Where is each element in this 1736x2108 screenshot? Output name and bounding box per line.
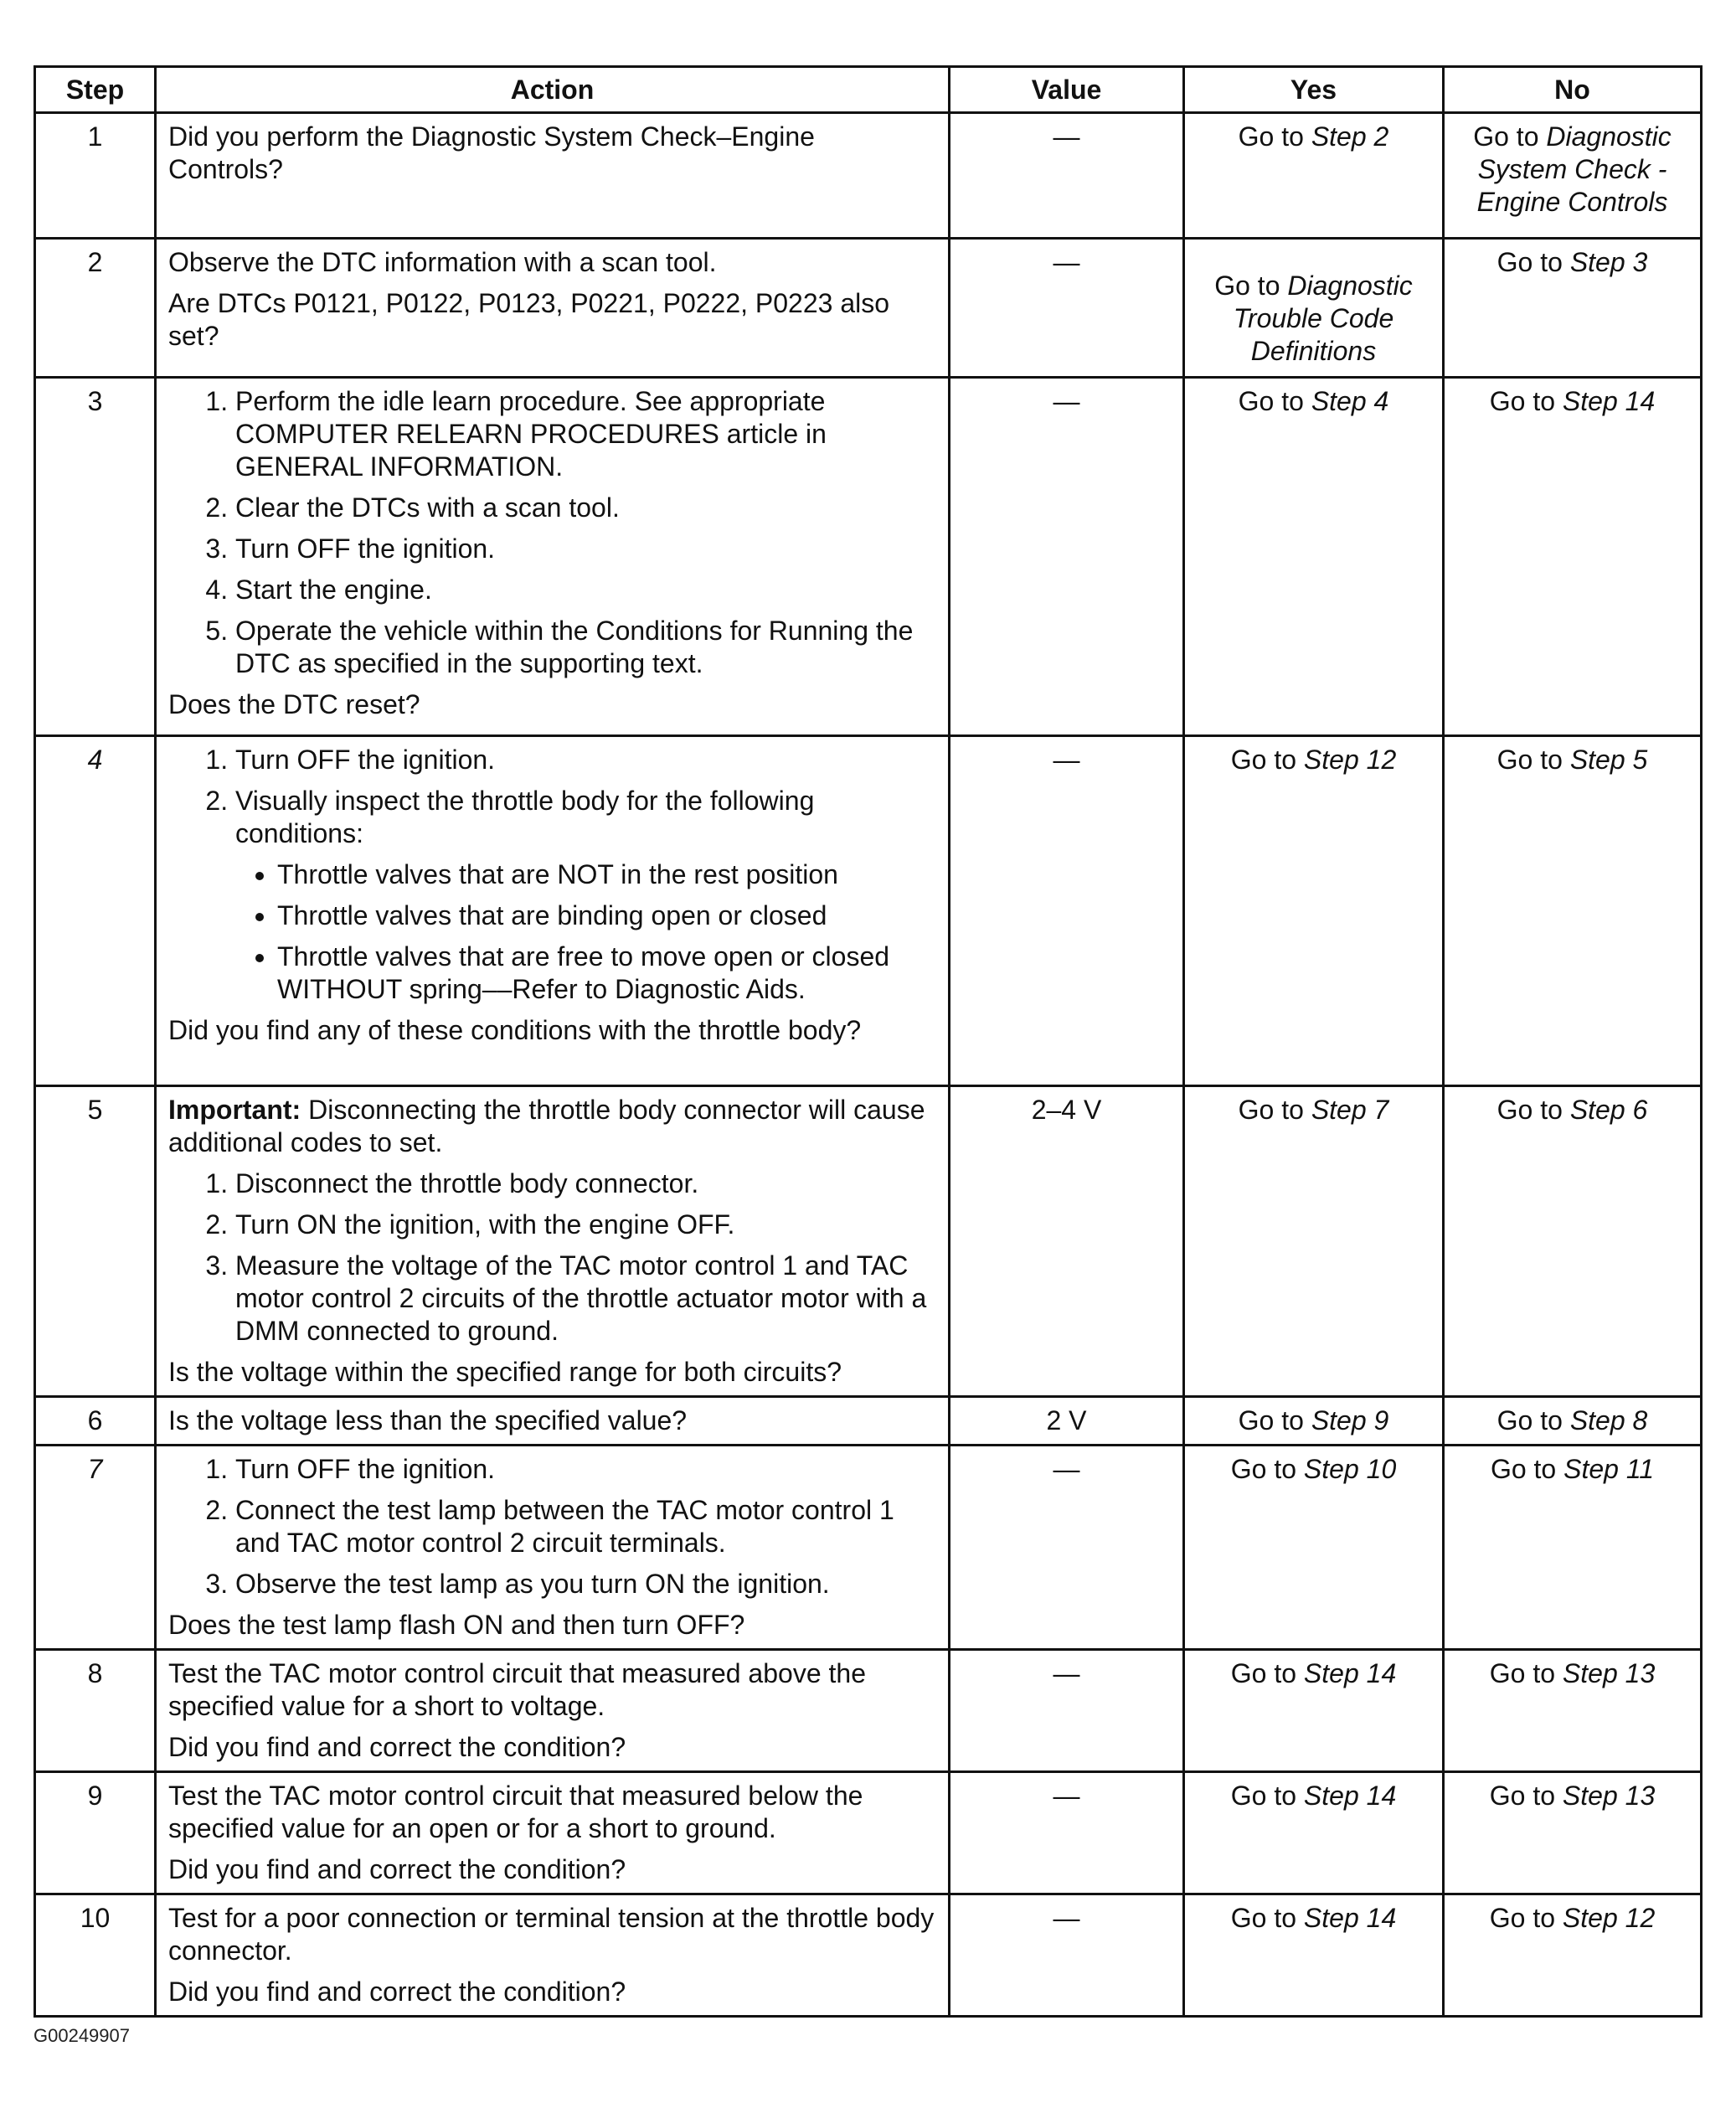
yes-cell [1184, 113, 1444, 239]
yes-ref: Step 7 [1311, 1095, 1389, 1125]
yes-cell [1184, 1086, 1444, 1397]
header-step: Step [35, 67, 156, 113]
action-cell [156, 1894, 950, 2017]
yes-ref: Step 2 [1311, 121, 1389, 152]
step-number: 1 [35, 113, 156, 239]
action-question: Did you find and correct the condition? [168, 1854, 626, 1884]
no-prefix: Go to [1496, 1405, 1570, 1435]
table-row [35, 1772, 1702, 1894]
action-steps [168, 385, 936, 680]
yes-prefix: Go to [1238, 386, 1311, 416]
no-cell [1444, 239, 1702, 378]
yes-ref: Diagnostic Trouble Code Definitions [1233, 271, 1413, 366]
no-cell [1444, 378, 1702, 736]
no-prefix: Go to [1473, 121, 1547, 152]
action-text: Observe the DTC information with a scan tool. [168, 247, 717, 277]
yes-cell [1184, 736, 1444, 1086]
action-step [235, 785, 936, 1006]
no-ref: Step 6 [1569, 1095, 1648, 1125]
yes-cell [1184, 239, 1444, 378]
table-row [35, 113, 1702, 239]
action-cell [156, 1650, 950, 1772]
yes-ref: Step 4 [1311, 386, 1389, 416]
figure-caption: G00249907 [33, 2025, 130, 2046]
no-ref: Step 5 [1569, 745, 1648, 775]
action-step: 5. Operate the vehicle within the Conditions for Running the DTC as specified in the supporting text. [235, 615, 936, 680]
yes-prefix: Go to [1230, 1658, 1304, 1688]
action-question: Is the voltage less than the specified value? [168, 1405, 688, 1435]
yes-prefix: Go to [1238, 1405, 1311, 1435]
action-step: 2. Connect the test lamp between the TAC motor control 1 and TAC motor control 2 circuit terminals. [235, 1494, 936, 1559]
step-number: 6 [35, 1397, 156, 1446]
yes-cell [1184, 378, 1444, 736]
no-cell [1444, 113, 1702, 239]
step-number: 10 [35, 1894, 156, 2017]
table-row [35, 1086, 1702, 1397]
action-question: Are DTCs P0121, P0122, P0123, P0221, P0222, P0223 also set? [168, 288, 890, 351]
yes-cell [1184, 1397, 1444, 1446]
action-step: 4. Start the engine. [235, 574, 936, 606]
no-ref: Step 3 [1569, 247, 1648, 277]
action-steps [168, 1453, 936, 1600]
no-prefix: Go to [1496, 1095, 1570, 1125]
step-number: 8 [35, 1650, 156, 1772]
no-ref: Step 8 [1569, 1405, 1648, 1435]
action-question: Does the DTC reset? [168, 689, 420, 719]
step-number: 9 [35, 1772, 156, 1894]
action-text: Test the TAC motor control circuit that measured below the specified value for an open or for a short to ground. [168, 1781, 863, 1843]
header-no: No [1444, 67, 1702, 113]
yes-prefix: Go to [1214, 271, 1288, 301]
value-cell: — [950, 1650, 1184, 1772]
action-step: 1. Perform the idle learn procedure. See appropriate COMPUTER RELEARN PROCEDURES article in GENERAL INFORMATION. [235, 385, 936, 483]
value-cell: 2–4 V [950, 1086, 1184, 1397]
action-step: 3. Measure the voltage of the TAC motor control 1 and TAC motor control 2 circuits of the throttle actuator motor with a DMM connected to ground. [235, 1250, 936, 1348]
no-cell [1444, 1650, 1702, 1772]
yes-prefix: Go to [1230, 1903, 1304, 1933]
action-text: Test for a poor connection or terminal tension at the throttle body connector. [168, 1903, 935, 1966]
action-cell [156, 378, 950, 736]
value-cell: — [950, 113, 1184, 239]
yes-ref: Step 14 [1303, 1658, 1397, 1688]
no-prefix: Go to [1496, 745, 1570, 775]
no-prefix: Go to [1489, 1903, 1563, 1933]
condition-list [235, 858, 936, 1006]
yes-prefix: Go to [1230, 745, 1304, 775]
no-cell [1444, 736, 1702, 1086]
yes-cell [1184, 1650, 1444, 1772]
yes-ref: Step 14 [1303, 1781, 1397, 1811]
header-value: Value [950, 67, 1184, 113]
no-prefix: Go to [1489, 1658, 1563, 1688]
action-question: Is the voltage within the specified range for both circuits? [168, 1357, 842, 1387]
value-cell: 2 V [950, 1397, 1184, 1446]
header-row [35, 67, 1702, 113]
action-step-text: Visually inspect the throttle body for the following conditions: [235, 786, 815, 848]
yes-ref: Step 10 [1303, 1454, 1397, 1484]
action-cell [156, 1086, 950, 1397]
diagnostic-table [33, 65, 1703, 2018]
yes-ref: Step 9 [1311, 1405, 1389, 1435]
table-row [35, 736, 1702, 1086]
value-cell: — [950, 1894, 1184, 2017]
important-note [168, 1094, 936, 1159]
yes-prefix: Go to [1230, 1454, 1304, 1484]
no-prefix: Go to [1489, 1781, 1563, 1811]
important-label: Important: [168, 1095, 301, 1125]
action-step: 1. Disconnect the throttle body connector. [235, 1167, 936, 1200]
no-ref: Step 13 [1562, 1658, 1656, 1688]
no-prefix: Go to [1496, 247, 1570, 277]
action-question: Did you find and correct the condition? [168, 1732, 626, 1762]
no-ref: Step 12 [1562, 1903, 1656, 1933]
table-row [35, 239, 1702, 378]
value-cell: — [950, 378, 1184, 736]
action-cell [156, 736, 950, 1086]
action-question: Did you find any of these conditions with the throttle body? [168, 1015, 862, 1045]
table-row [35, 1650, 1702, 1772]
condition-item: • Throttle valves that are binding open or closed [277, 899, 936, 932]
no-ref: Step 11 [1563, 1454, 1655, 1484]
action-step: 1. Turn OFF the ignition. [235, 1453, 936, 1486]
action-question: Did you find and correct the condition? [168, 1977, 626, 2007]
step-number: 2 [35, 239, 156, 378]
yes-cell [1184, 1446, 1444, 1650]
action-cell [156, 1772, 950, 1894]
step-number: 7 [35, 1446, 156, 1650]
action-step: 1. Turn OFF the ignition. [235, 744, 936, 776]
condition-item: • Throttle valves that are free to move open or closed WITHOUT spring––Refer to Diagnostic Aids. [277, 941, 936, 1006]
yes-cell [1184, 1894, 1444, 2017]
header-yes: Yes [1184, 67, 1444, 113]
no-cell [1444, 1772, 1702, 1894]
no-ref: Diagnostic System Check - Engine Controls [1476, 121, 1672, 217]
value-cell: — [950, 736, 1184, 1086]
action-cell [156, 113, 950, 239]
yes-ref: Step 12 [1303, 745, 1397, 775]
value-cell: — [950, 1772, 1184, 1894]
header-action: Action [156, 67, 950, 113]
action-step: 2. Clear the DTCs with a scan tool. [235, 492, 936, 524]
action-steps [168, 1167, 936, 1348]
action-steps [168, 744, 936, 1006]
action-step: 2. Turn ON the ignition, with the engine OFF. [235, 1209, 936, 1241]
no-cell [1444, 1446, 1702, 1650]
action-step: 3. Observe the test lamp as you turn ON the ignition. [235, 1568, 936, 1600]
action-step: 3. Turn OFF the ignition. [235, 533, 936, 565]
no-cell [1444, 1086, 1702, 1397]
important-text: Disconnecting the throttle body connector will cause additional codes to set. [168, 1095, 925, 1157]
action-cell [156, 1397, 950, 1446]
condition-item: • Throttle valves that are NOT in the rest position [277, 858, 936, 891]
no-cell [1444, 1894, 1702, 2017]
yes-cell [1184, 1772, 1444, 1894]
step-number: 5 [35, 1086, 156, 1397]
step-number: 3 [35, 378, 156, 736]
action-cell [156, 239, 950, 378]
value-cell: — [950, 239, 1184, 378]
yes-prefix: Go to [1238, 1095, 1311, 1125]
table-row [35, 378, 1702, 736]
no-prefix: Go to [1489, 386, 1563, 416]
yes-ref: Step 14 [1303, 1903, 1397, 1933]
table-row [35, 1894, 1702, 2017]
no-ref: Step 14 [1562, 386, 1656, 416]
step-number: 4 [35, 736, 156, 1086]
yes-prefix: Go to [1230, 1781, 1304, 1811]
no-cell [1444, 1397, 1702, 1446]
value-cell: — [950, 1446, 1184, 1650]
table-row [35, 1397, 1702, 1446]
action-question: Does the test lamp flash ON and then turn OFF? [168, 1610, 745, 1640]
action-cell [156, 1446, 950, 1650]
no-prefix: Go to [1490, 1454, 1564, 1484]
action-text: Test the TAC motor control circuit that measured above the specified value for a short to voltage. [168, 1658, 866, 1721]
yes-prefix: Go to [1238, 121, 1311, 152]
action-text: Did you perform the Diagnostic System Check–Engine Controls? [168, 121, 815, 184]
table-row [35, 1446, 1702, 1650]
no-ref: Step 13 [1562, 1781, 1656, 1811]
